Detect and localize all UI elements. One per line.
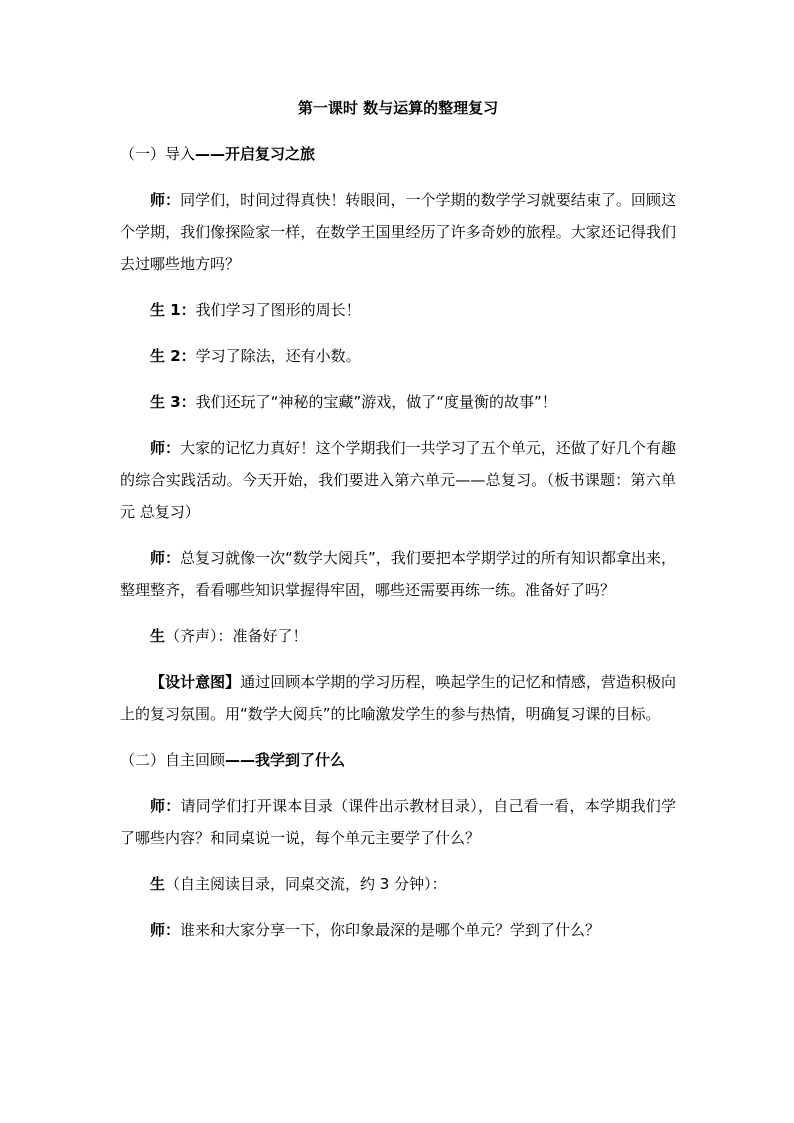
dialogue-text: 总复习就像一次“数学大阅兵”，我们要把本学期学过的所有知识都拿出来，整理整齐，看看哪些知识掌握得牢固，哪些还需要再练一练。准备好了吗？ — [120, 549, 676, 599]
speaker-label: 生 — [150, 875, 166, 893]
dialogue-text: （自主阅读目录，同桌交流，约 3 分钟）： — [165, 875, 447, 893]
dialogue-paragraph — [120, 790, 676, 854]
speaker-label: 生 — [150, 627, 166, 645]
dialogue-paragraph — [120, 432, 676, 528]
dialogue-text: 谁来和大家分享一下，你印象最深的是哪个单元？学到了什么？ — [180, 921, 601, 939]
dialogue-paragraph — [120, 914, 676, 946]
dialogue-paragraph — [120, 294, 676, 326]
dialogue-paragraph — [120, 386, 676, 418]
speaker-label: 师： — [150, 797, 181, 815]
speaker-label: 生 3： — [150, 393, 196, 411]
section-heading-intro — [120, 138, 676, 170]
section-heading-review — [120, 744, 676, 776]
dialogue-text: 大家的记忆力真好！这个学期我们一共学习了五个单元，还做了好几个有趣的综合实践活动。今天开始，我们要进入第六单元——总复习。（板书课题：第六单元 总复习） — [120, 439, 676, 521]
speaker-label: 师： — [150, 549, 181, 567]
speaker-label: 师： — [150, 191, 181, 209]
design-intent-paragraph — [120, 666, 676, 730]
dialogue-paragraph — [120, 620, 676, 652]
speaker-label: 生 2： — [150, 347, 196, 365]
section-heading-review-prefix: （二）自主回顾 — [120, 751, 226, 769]
speaker-label: 师： — [150, 439, 181, 457]
page-title: 第一课时 数与运算的整理复习 — [297, 99, 499, 117]
document-body — [120, 92, 676, 960]
dialogue-text: 请同学们打开课本目录（课件出示教材目录），自己看一看，本学期我们学了哪些内容？和同桌说一说，每个单元主要学了什么？ — [120, 797, 676, 847]
dialogue-text: （齐声）：准备好了！ — [165, 627, 308, 645]
dialogue-text: 我们还玩了“神秘的宝藏”游戏，做了“度量衡的故事”！ — [195, 393, 557, 411]
dialogue-paragraph — [120, 340, 676, 372]
speaker-label: 师： — [150, 921, 181, 939]
dialogue-paragraph — [120, 868, 676, 900]
speaker-label: 生 1： — [150, 301, 196, 319]
dialogue-text: 学习了除法，还有小数。 — [195, 347, 361, 365]
dialogue-text: 我们学习了图形的周长！ — [195, 301, 361, 319]
dialogue-paragraph — [120, 184, 676, 280]
design-intent-label: 【设计意图】 — [150, 673, 241, 691]
dialogue-paragraph — [120, 542, 676, 606]
section-heading-intro-prefix: （一）导入 — [120, 145, 196, 163]
section-heading-review-suffix: ——我学到了什么 — [225, 751, 346, 769]
design-intent-text: 通过回顾本学期的学习历程，唤起学生的记忆和情感，营造积极向上的复习氛围。用“数学大阅兵”的比喻激发学生的参与热情，明确复习课的目标。 — [120, 673, 676, 723]
section-heading-intro-suffix: ——开启复习之旅 — [195, 145, 316, 163]
dialogue-text: 同学们，时间过得真快！转眼间，一个学期的数学学习就要结束了。回顾这个学期，我们像探险家一样，在数学王国里经历了许多奇妙的旅程。大家还记得我们去过哪些地方吗？ — [120, 191, 676, 273]
